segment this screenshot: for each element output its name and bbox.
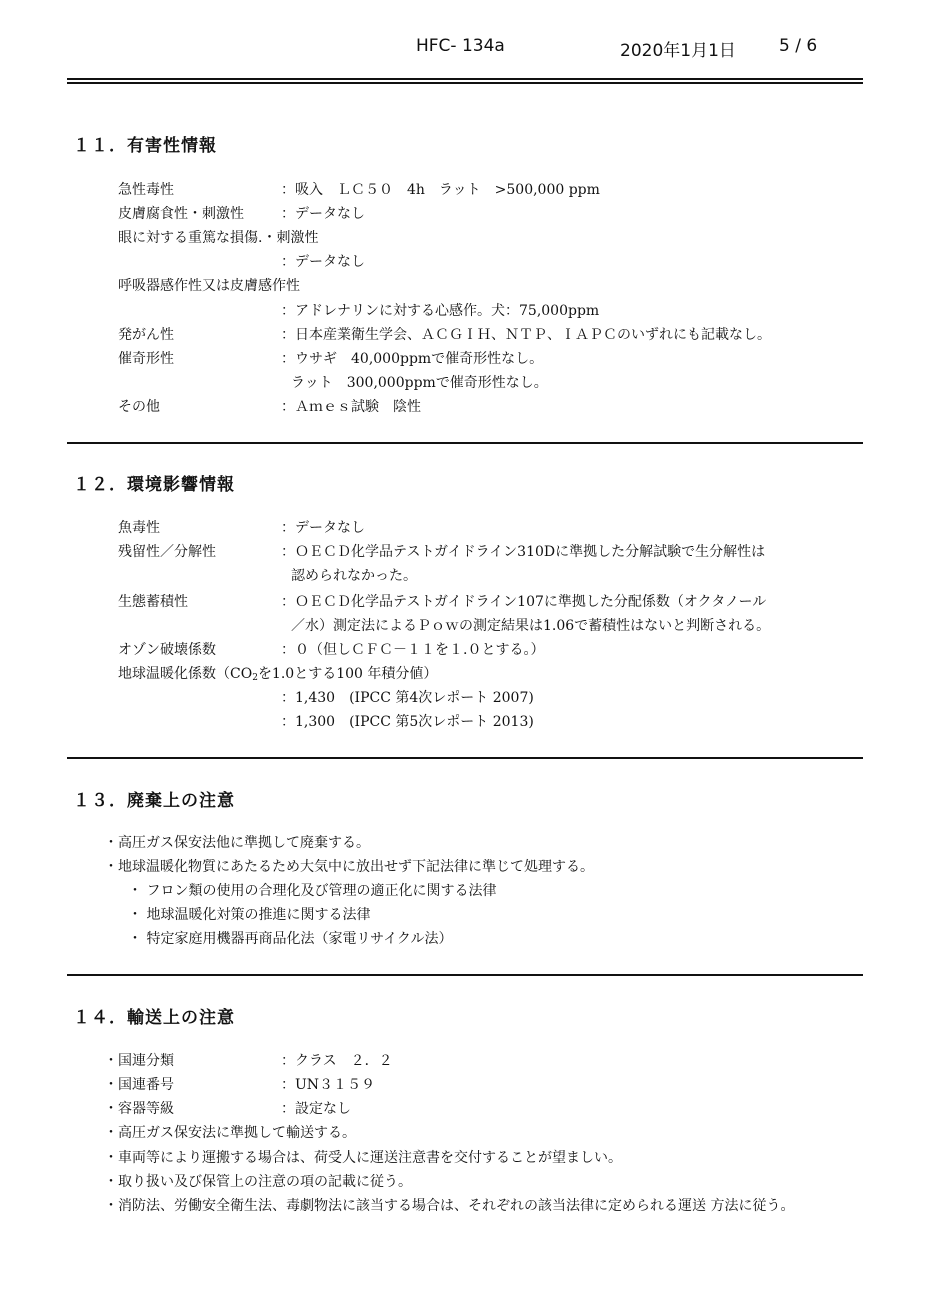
row-label: 眼に対する重篤な損傷.・刺激性 — [118, 230, 319, 246]
section-divider — [67, 757, 863, 759]
document-date: 2020年1月1日 — [620, 41, 736, 61]
row-value: ：設定なし — [281, 1101, 351, 1117]
row-label: ・国連番号 — [104, 1077, 174, 1093]
row-label: オゾン破壊係数 — [118, 642, 216, 658]
section-divider — [67, 442, 863, 444]
sub-bullet-text: ・ フロン類の使用の合理化及び管理の適正化に関する法律 — [128, 883, 497, 899]
row-value: ：Ａｍｅｓ試験 陰性 — [281, 399, 421, 415]
section-11-title: １１．有害性情報 — [73, 136, 217, 156]
row-label: 急性毒性 — [118, 182, 174, 198]
row-value: ／水）測定法によるＰｏｗの測定結果は1.06で蓄積性はないと判断される。 — [291, 618, 771, 634]
row-label: 残留性／分解性 — [118, 544, 216, 560]
row-value: ：ウサギ 40,000ppmで催奇形性なし。 — [281, 351, 544, 367]
row-value: ：クラス ２．２ — [281, 1053, 393, 1069]
row-label: 発がん性 — [118, 327, 174, 343]
row-label: ・容器等級 — [104, 1101, 174, 1117]
row-label: ・国連分類 — [104, 1053, 174, 1069]
row-label: 魚毒性 — [118, 520, 160, 536]
page-number: 5 / 6 — [779, 36, 818, 56]
row-value: ：アドレナリンに対する心感作。犬：75,000ppm — [281, 303, 600, 319]
row-value: ：1,300 (IPCC 第5次レポート 2013) — [281, 714, 534, 730]
section-13-title: １３．廃棄上の注意 — [73, 791, 235, 811]
section-divider — [67, 974, 863, 976]
gwp-label-post: を1.0とする100 年積分値） — [257, 666, 438, 682]
row-value: ：データなし — [281, 254, 365, 270]
section-12-title: １２．環境影響情報 — [73, 475, 235, 495]
row-value: ：ＯＥＣＤ化学品テストガイドライン310Dに準拠した分解試験で生分解性は — [281, 544, 766, 560]
gwp-label-sub: 2 — [252, 673, 258, 683]
bullet-text: ・車両等により運搬する場合は、荷受人に運送注意書を交付することが望ましい。 — [104, 1150, 622, 1166]
row-label: 呼吸器感作性又は皮膚感作性 — [118, 278, 300, 294]
row-label: その他 — [118, 399, 160, 415]
product-name: HFC- 134a — [416, 36, 505, 56]
row-value: ：ＯＥＣＤ化学品テストガイドライン107に準拠した分配係数（オクタノール — [281, 594, 767, 610]
row-value: 認められなかった。 — [291, 568, 417, 584]
section-14-title: １４．輸送上の注意 — [73, 1008, 235, 1028]
row-value: ラット 300,000ppmで催奇形性なし。 — [291, 375, 548, 391]
sub-bullet-text: ・ 特定家庭用機器再商品化法（家電リサイクル法） — [128, 931, 453, 947]
row-label: 催奇形性 — [118, 351, 174, 367]
row-value: ：０（但しＣＦＣ－１１を１.０とする。） — [281, 642, 545, 658]
row-value: ：1,430 (IPCC 第4次レポート 2007) — [281, 690, 534, 706]
row-label: 生態蓄積性 — [118, 594, 188, 610]
row-label: 皮膚腐食性・刺激性 — [118, 206, 244, 222]
bullet-text: ・取り扱い及び保管上の注意の項の記載に従う。 — [104, 1174, 412, 1190]
bullet-text: ・地球温暖化物質にあたるため大気中に放出せず下記法律に準じて処理する。 — [104, 859, 594, 875]
bullet-text: ・消防法、労働安全衛生法、毒劇物法に該当する場合は、それぞれの該当法律に定められる運送 方法に従う。 — [104, 1198, 795, 1214]
gwp-label-pre: 地球温暖化係数（CO — [118, 666, 253, 682]
bullet-text: ・高圧ガス保安法に準拠して輸送する。 — [104, 1125, 356, 1141]
sub-bullet-text: ・ 地球温暖化対策の推進に関する法律 — [128, 907, 371, 923]
row-value: ：日本産業衛生学会、ＡＣＧＩＨ、ＮＴＰ、ＩＡＰＣのいずれにも記載なし。 — [281, 327, 771, 343]
row-value: ：データなし — [281, 520, 365, 536]
bullet-text: ・高圧ガス保安法他に準拠して廃棄する。 — [104, 835, 370, 851]
page-header — [0, 36, 930, 60]
header-double-rule — [67, 78, 863, 84]
row-label — [118, 665, 437, 687]
row-value: ：UN３１５９ — [281, 1077, 376, 1093]
row-value: ：吸入 ＬＣ５０ 4h ラット >500,000 ppm — [281, 182, 600, 198]
row-value: ：データなし — [281, 206, 365, 222]
